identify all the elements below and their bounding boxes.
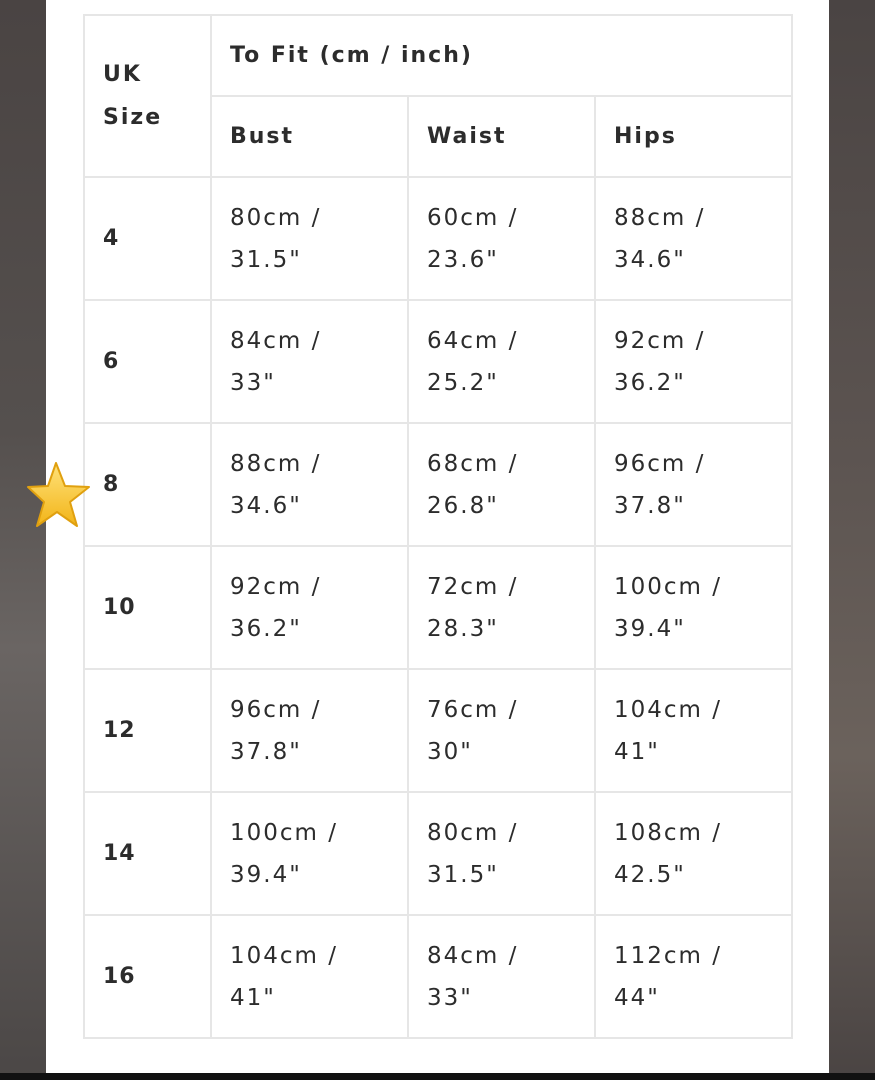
table-row: [84, 300, 792, 423]
hips-cm-value: 92cm /: [614, 327, 706, 354]
bust-cell: [211, 669, 408, 792]
hips-inch-value: 34.6": [614, 246, 686, 273]
size-cell: 8: [84, 423, 211, 546]
waist-header: Waist: [408, 96, 595, 177]
bust-cm-value: 96cm /: [230, 696, 322, 723]
waist-cm-value: 80cm /: [427, 819, 519, 846]
hips-inch-value: 39.4": [614, 615, 686, 642]
size-guide-modal: [46, 0, 829, 1073]
table-row: [84, 423, 792, 546]
bust-cell: [211, 300, 408, 423]
waist-cell: [408, 177, 595, 300]
hips-cell: [595, 669, 792, 792]
bust-cm-value: 80cm /: [230, 204, 322, 231]
bust-inch-value: 39.4": [230, 861, 302, 888]
uk-size-header: [84, 15, 211, 177]
bottom-bar: [0, 1073, 875, 1080]
bust-inch-value: 37.8": [230, 738, 302, 765]
bust-inch-value: 31.5": [230, 246, 302, 273]
hips-cm-value: 88cm /: [614, 204, 706, 231]
waist-cell: [408, 423, 595, 546]
size-cell: 6: [84, 300, 211, 423]
waist-cm-value: 68cm /: [427, 450, 519, 477]
waist-cm-value: 64cm /: [427, 327, 519, 354]
size-cell: 12: [84, 669, 211, 792]
bust-cell: [211, 177, 408, 300]
hips-inch-value: 42.5": [614, 861, 686, 888]
page-backdrop-right: [829, 0, 875, 1080]
hips-cell: [595, 546, 792, 669]
bust-cm-value: 100cm /: [230, 819, 339, 846]
hips-cm-value: 104cm /: [614, 696, 723, 723]
hips-cell: [595, 423, 792, 546]
waist-cm-value: 60cm /: [427, 204, 519, 231]
uk-size-header-line1: UK: [103, 62, 142, 87]
waist-cell: [408, 300, 595, 423]
bust-header: Bust: [211, 96, 408, 177]
bust-cm-value: 104cm /: [230, 942, 339, 969]
hips-cell: [595, 177, 792, 300]
bust-inch-value: 36.2": [230, 615, 302, 642]
bust-cm-value: 88cm /: [230, 450, 322, 477]
table-row: [84, 792, 792, 915]
star-icon: [26, 460, 92, 530]
hips-header: Hips: [595, 96, 792, 177]
hips-cm-value: 112cm /: [614, 942, 723, 969]
waist-inch-value: 31.5": [427, 861, 499, 888]
hips-cell: [595, 300, 792, 423]
waist-cm-value: 76cm /: [427, 696, 519, 723]
hips-cm-value: 108cm /: [614, 819, 723, 846]
table-row: [84, 669, 792, 792]
hips-inch-value: 36.2": [614, 369, 686, 396]
waist-inch-value: 28.3": [427, 615, 499, 642]
bust-cell: [211, 546, 408, 669]
waist-inch-value: 33": [427, 984, 473, 1011]
bust-cell: [211, 915, 408, 1038]
hips-cm-value: 96cm /: [614, 450, 706, 477]
bust-cell: [211, 792, 408, 915]
hips-cell: [595, 792, 792, 915]
bust-inch-value: 41": [230, 984, 276, 1011]
uk-size-header-line2: Size: [103, 105, 163, 130]
hips-cm-value: 100cm /: [614, 573, 723, 600]
table-row: [84, 915, 792, 1038]
page-backdrop-left: [0, 0, 46, 1080]
bust-cm-value: 84cm /: [230, 327, 322, 354]
waist-cell: [408, 546, 595, 669]
hips-inch-value: 44": [614, 984, 660, 1011]
hips-cell: [595, 915, 792, 1038]
waist-inch-value: 30": [427, 738, 473, 765]
bust-inch-value: 34.6": [230, 492, 302, 519]
size-cell: 4: [84, 177, 211, 300]
waist-cell: [408, 669, 595, 792]
bust-inch-value: 33": [230, 369, 276, 396]
header-row: [84, 15, 792, 96]
to-fit-header: To Fit (cm / inch): [211, 15, 792, 96]
waist-cell: [408, 792, 595, 915]
waist-cell: [408, 915, 595, 1038]
size-cell: 10: [84, 546, 211, 669]
size-chart-table: [83, 14, 793, 1039]
size-cell: 14: [84, 792, 211, 915]
waist-inch-value: 25.2": [427, 369, 499, 396]
table-row: [84, 177, 792, 300]
bust-cm-value: 92cm /: [230, 573, 322, 600]
size-cell: 16: [84, 915, 211, 1038]
waist-cm-value: 84cm /: [427, 942, 519, 969]
waist-inch-value: 23.6": [427, 246, 499, 273]
hips-inch-value: 41": [614, 738, 660, 765]
bust-cell: [211, 423, 408, 546]
table-row: [84, 546, 792, 669]
waist-cm-value: 72cm /: [427, 573, 519, 600]
waist-inch-value: 26.8": [427, 492, 499, 519]
hips-inch-value: 37.8": [614, 492, 686, 519]
